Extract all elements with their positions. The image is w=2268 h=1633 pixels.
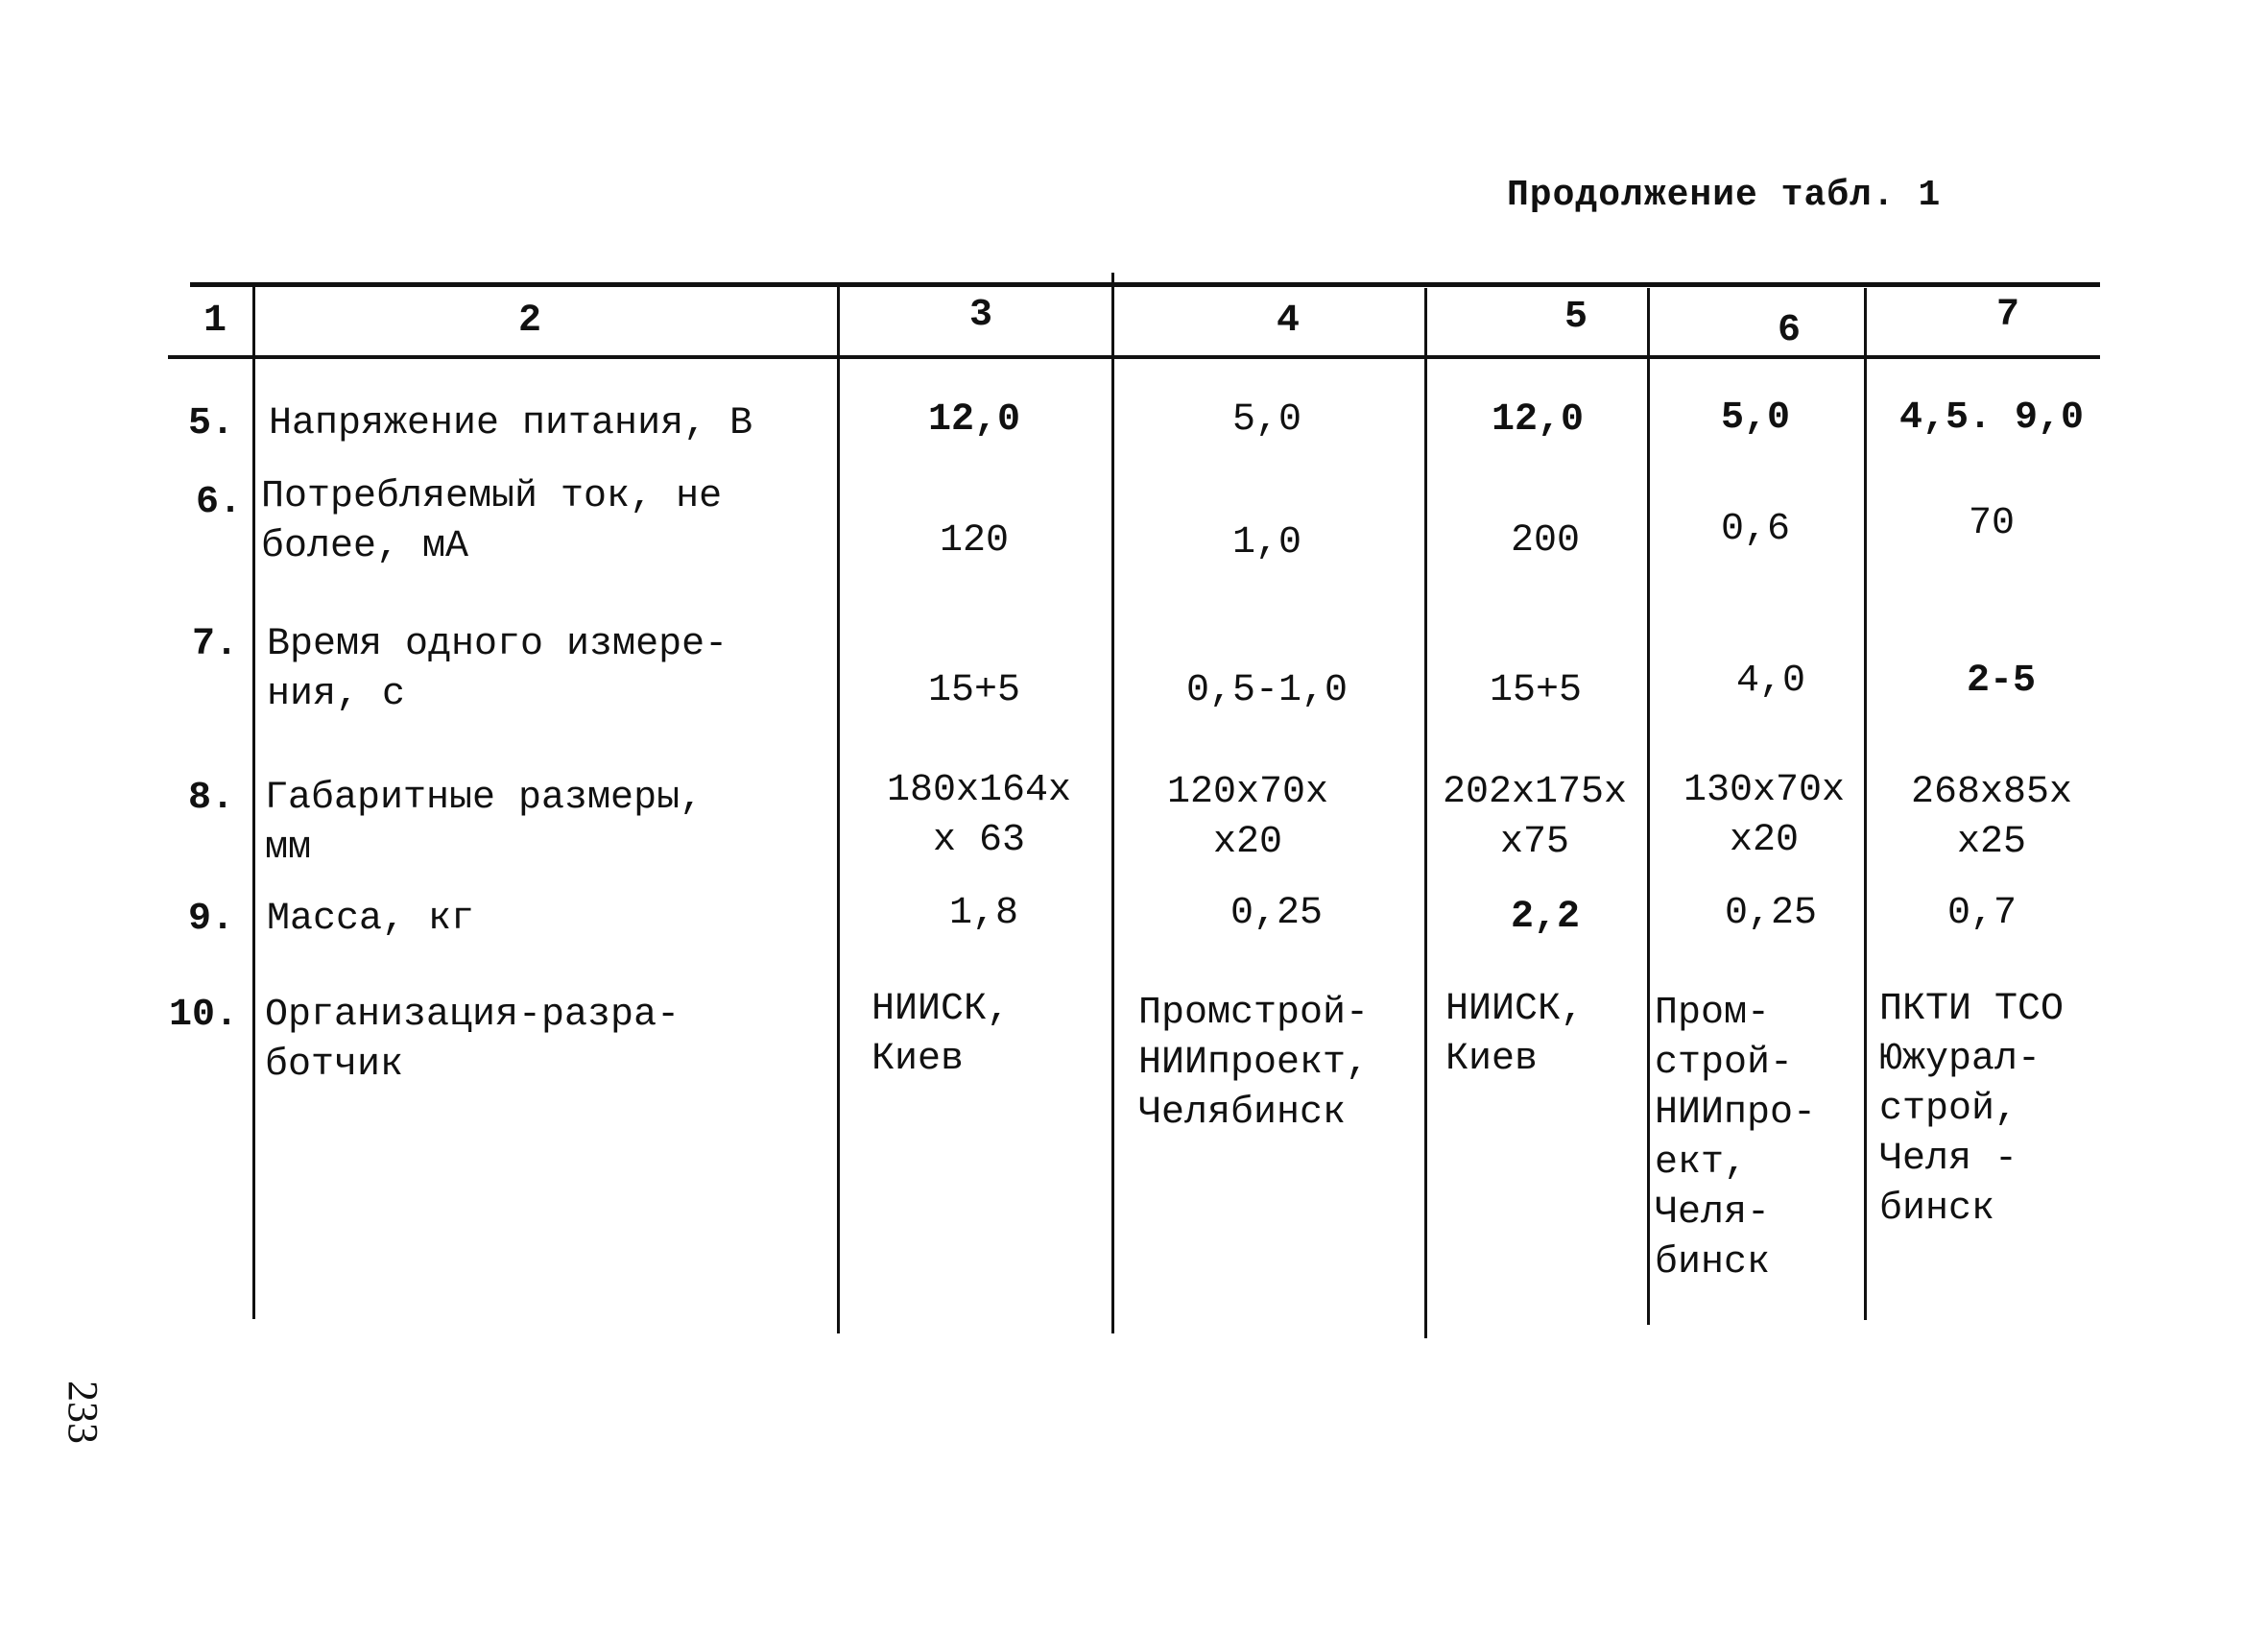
table-caption: Продолжение табл. 1: [1507, 175, 1942, 216]
page-number: 233: [60, 1381, 107, 1444]
table-cell: 130х70х х20: [1683, 769, 1846, 862]
header-cell-5: 5: [1564, 296, 1588, 339]
table-cell: 0,7: [1946, 892, 2017, 935]
table-cell: 12,0: [927, 398, 1020, 442]
table-cell: 1,0: [1231, 521, 1301, 564]
row-number: 8.: [188, 777, 235, 820]
table-header-rule: [168, 355, 2100, 359]
row-number: 10.: [169, 994, 239, 1037]
table-cell: 202х175х х75: [1442, 771, 1628, 864]
row-number: 5.: [188, 402, 235, 445]
table-cell: ПКТИ ТСО Южурал- строй, Челя - бинск: [1879, 988, 2065, 1231]
table-cell: 0,25: [1229, 892, 1323, 935]
header-cell-2: 2: [518, 300, 542, 343]
header-cell-6: 6: [1778, 309, 1802, 352]
table-cell: НИИСК, Киев: [1445, 988, 1585, 1081]
header-cell-4: 4: [1277, 300, 1301, 343]
table-cell: 268х85х х25: [1910, 771, 2073, 864]
column-divider: [1647, 288, 1650, 1325]
table-cell: НИИСК, Киев: [871, 988, 1011, 1081]
row-number: 9.: [188, 898, 235, 941]
table-cell: 0,5-1,0: [1185, 669, 1349, 712]
header-cell-1: 1: [203, 300, 227, 343]
table-top-rule: [190, 282, 2100, 287]
table-cell: 0,25: [1724, 892, 1817, 935]
table-cell: 4,0: [1735, 660, 1805, 703]
row-label: Масса, кг: [267, 898, 475, 941]
row-label: Напряжение питания, В: [269, 402, 753, 445]
row-number: 7.: [192, 623, 239, 666]
table-cell: Промстрой- НИИпроект, Челябинск: [1138, 992, 1370, 1135]
table-cell: 120: [939, 519, 1009, 563]
table-cell: 12,0: [1491, 398, 1584, 442]
table-cell: 4,5. 9,0: [1898, 396, 2085, 440]
table-cell: 15+5: [927, 669, 1020, 712]
table-cell: 120х70х х20: [1166, 771, 1329, 864]
column-divider: [252, 282, 255, 1319]
table-cell: 70: [1968, 502, 2015, 545]
table-cell: 2,2: [1510, 896, 1580, 939]
table-cell: 5,0: [1720, 396, 1790, 440]
table-cell: 0,6: [1720, 508, 1790, 551]
table-cell: 1,8: [948, 892, 1018, 935]
header-cell-7: 7: [1996, 294, 2020, 337]
row-label: Время одного измере- ния, с: [267, 623, 728, 716]
table-cell: 200: [1510, 519, 1580, 563]
row-label: Организация-разра- ботчик: [265, 994, 680, 1087]
row-number: 6.: [196, 481, 243, 524]
header-cell-3: 3: [969, 294, 993, 337]
row-label: Потребляемый ток, не более, мА: [261, 475, 723, 568]
row-label: Габаритные размеры, мм: [265, 777, 704, 870]
table-cell: 15+5: [1489, 669, 1582, 712]
table-cell: Пром- строй- НИИпро- ект, Челя- бинск: [1655, 992, 1817, 1285]
table-cell: 5,0: [1231, 398, 1301, 442]
table-cell: 2-5: [1966, 660, 2036, 703]
table-cell: 180х164х х 63: [886, 769, 1072, 862]
